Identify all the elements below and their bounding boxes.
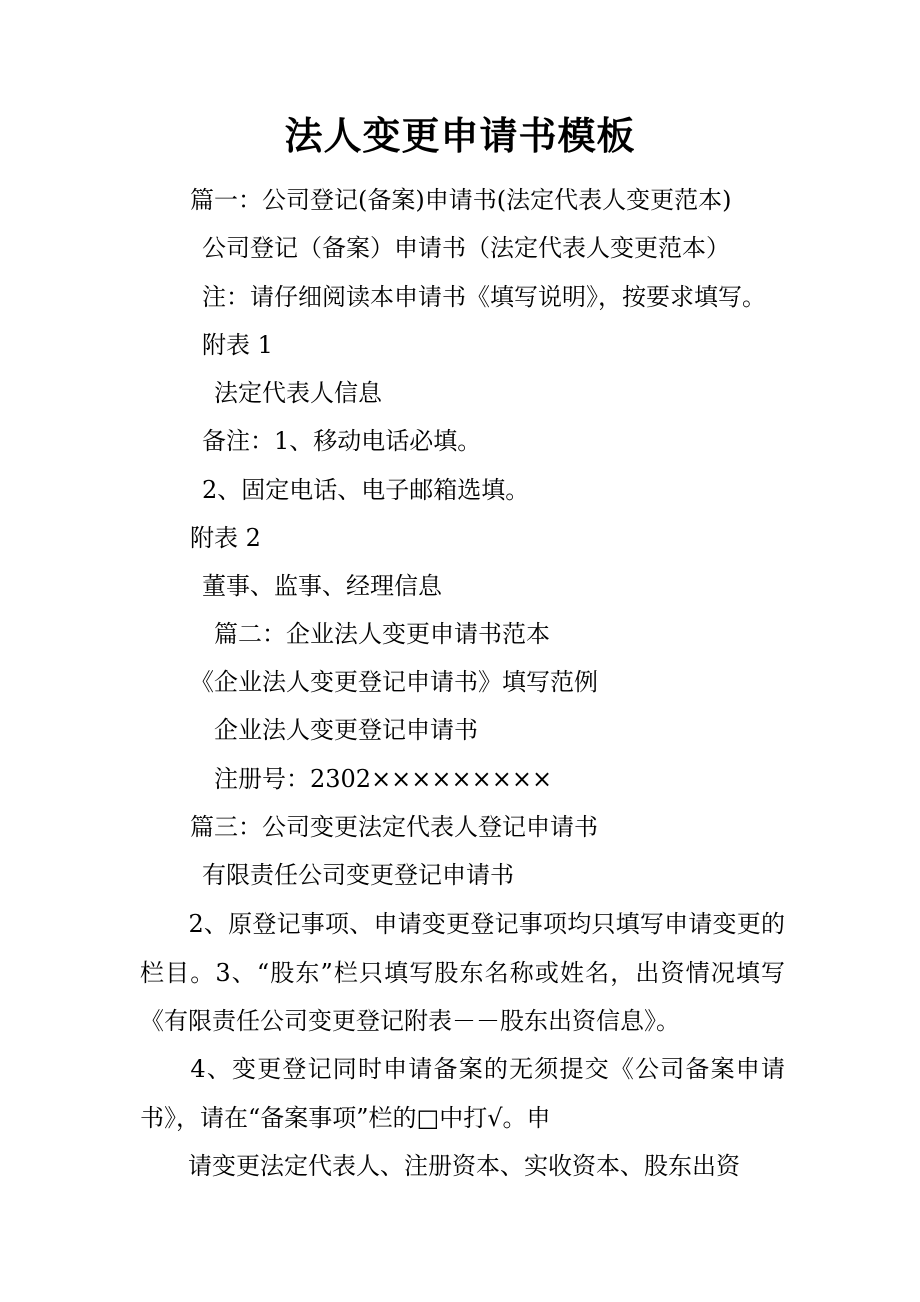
body-paragraph: 4、变更登记同时申请备案的无须提交《公司备案申请书》，请在“备案事项”栏的□中打√。申 [140, 1055, 785, 1132]
remark-line: 2、固定电话、电子邮箱选填。 [202, 476, 530, 504]
text-line: 有限责任公司变更登记申请书 [202, 861, 514, 889]
text-line: 董事、监事、经理信息 [202, 572, 442, 600]
section-heading-1: 篇一：公司登记(备案)申请书(法定代表人变更范本) [190, 186, 732, 214]
body-paragraph: 2、原登记事项、申请变更登记事项均只填写申请变更的栏目。3、“股东”栏只填写股东名称或姓名，出资情况填写《有限责任公司变更登记附表－－股东出资信息》。 [140, 910, 785, 1035]
text-line: 企业法人变更登记申请书 [214, 716, 478, 744]
section-heading-3: 篇三：公司变更法定代表人登记申请书 [190, 813, 598, 841]
registration-number: 注册号：2302××××××××× [214, 765, 553, 793]
document-title: 法人变更申请书模板 [284, 113, 636, 158]
text-line: 《企业法人变更登记申请书》填写范例 [190, 668, 598, 696]
body-paragraph: 请变更法定代表人、注册资本、实收资本、股东出资 [140, 1152, 740, 1180]
text-line: 公司登记（备案）申请书（法定代表人变更范本） [202, 234, 730, 262]
appendix-label: 附表 1 [202, 331, 273, 359]
note-line: 注：请仔细阅读本申请书《填写说明》，按要求填写。 [202, 283, 766, 311]
remark-line: 备注：1、移动电话必填。 [202, 427, 482, 455]
text-line: 法定代表人信息 [214, 379, 382, 407]
section-heading-2: 篇二：企业法人变更申请书范本 [214, 620, 550, 648]
appendix-label: 附表 2 [190, 524, 261, 552]
